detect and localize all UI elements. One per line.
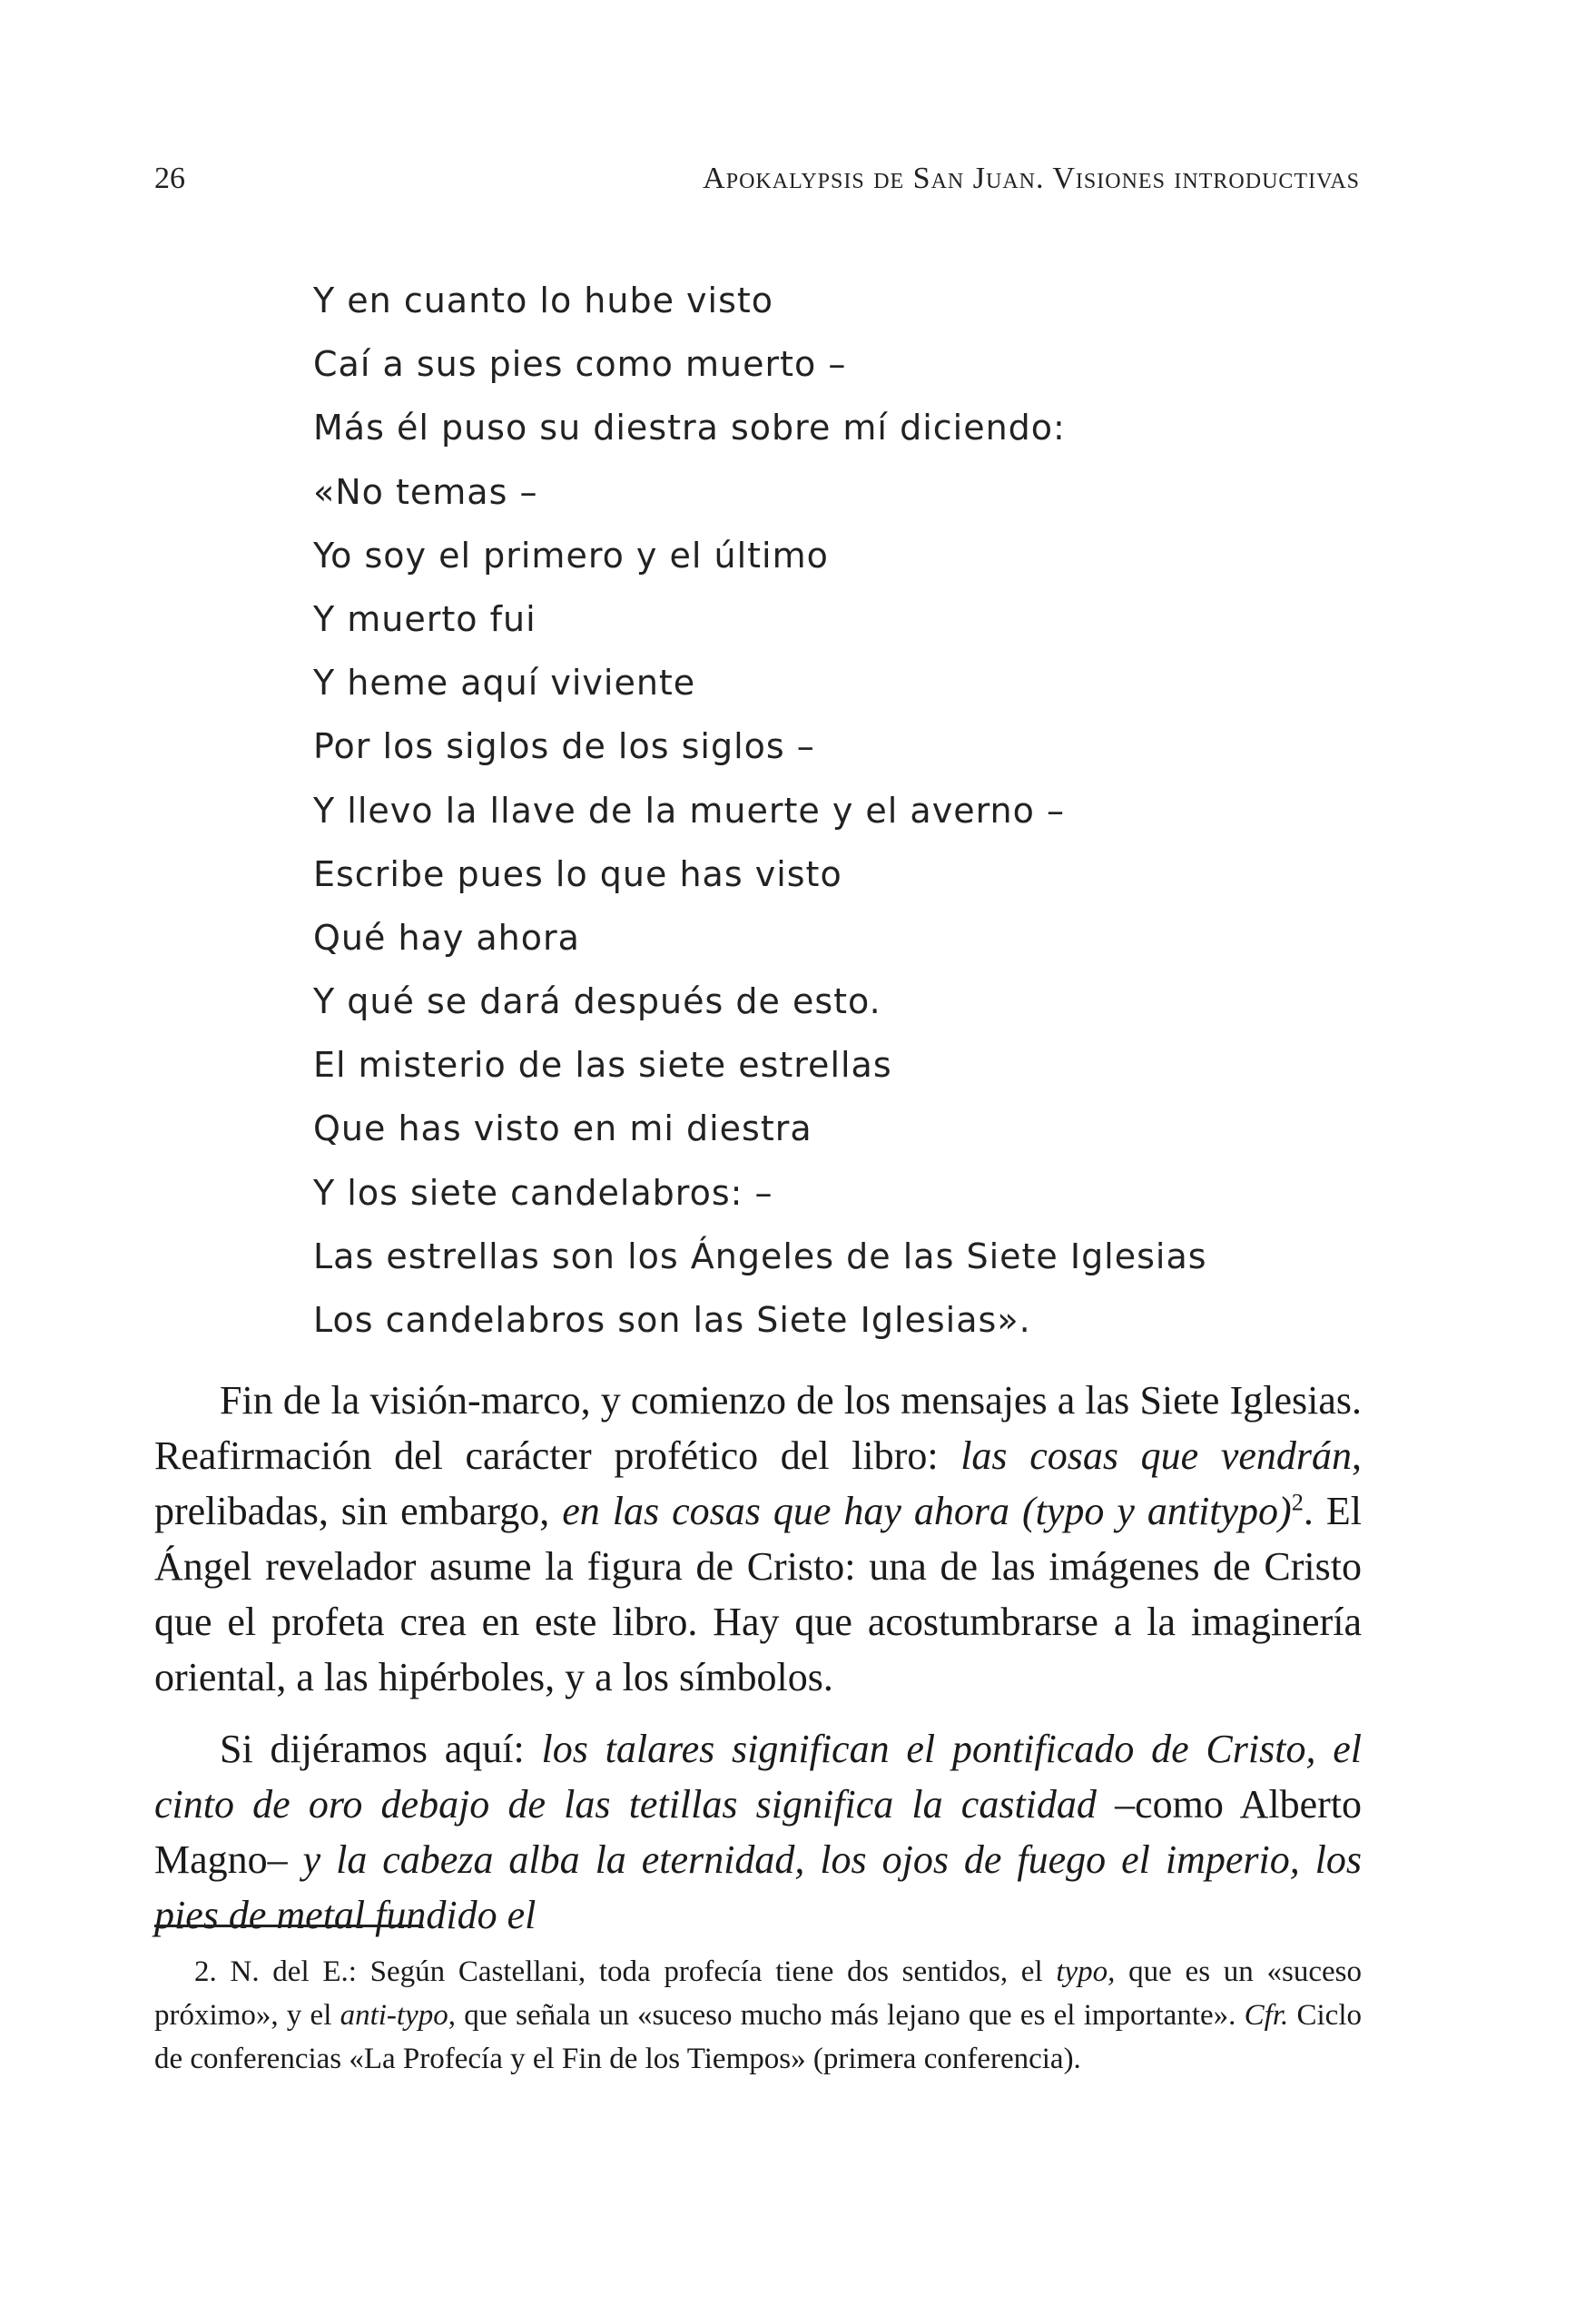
poem	[313, 269, 1357, 1352]
poem-line: Y qué se dará después de esto.	[313, 981, 881, 1022]
poem-line: El misterio de las siete estrellas	[313, 1045, 892, 1086]
poem-line: Y en cuanto lo hube visto	[313, 281, 774, 320]
italic-run: las cosas que vendrán	[960, 1433, 1353, 1478]
text-run: que es un «suceso próximo», y el	[154, 1955, 1362, 2032]
paragraph	[154, 1721, 1362, 1943]
text-run: , prelibadas, sin embargo,	[154, 1433, 1363, 1533]
footnote-divider	[154, 1925, 423, 1927]
poem-line: Y muerto fui	[313, 598, 537, 639]
poem-line: Escribe pues lo que has visto	[313, 853, 842, 894]
poem-line: Yo soy el primero y el último	[313, 535, 829, 576]
body-text	[154, 1373, 1362, 1943]
poem-line: Más él puso su diestra sobre mí diciendo:	[313, 408, 1066, 448]
italic-run: Cfr.	[1244, 1999, 1289, 2032]
text-run: Fin de la visión-marco, y comienzo de los mensajes a las Siete Iglesias. Reafirmación del carácter profético del libro:	[154, 1378, 1362, 1478]
italic-run: en las cosas que hay ahora (typo y antitypo)	[562, 1489, 1292, 1533]
poem-line: «No temas –	[313, 471, 538, 512]
poem-line: Y los siete candelabros: –	[313, 1172, 773, 1213]
poem-line: Y heme aquí viviente	[313, 663, 696, 704]
poem-line: Y llevo la llave de la muerte y el averno –	[313, 790, 1065, 831]
poem-line: Los candelabros son las Siete Iglesias».	[313, 1300, 1031, 1340]
text-run: –como Alberto Magno–	[154, 1782, 1362, 1882]
footnote-ref[interactable]: 2	[1291, 1488, 1304, 1516]
running-title: Apokalypsis de San Juan. Visiones introductivas	[703, 162, 1360, 195]
italic-run: anti-typo	[340, 1999, 448, 2032]
paragraph	[154, 1373, 1362, 1705]
poem-line: Por los siglos de los siglos –	[313, 726, 815, 767]
footnotes	[154, 1950, 1362, 2081]
text-run: Ciclo de conferencias «La Profecía y el Fin de los Tiempos» (primera conferencia).	[154, 1999, 1362, 2075]
text-run: . El Ángel revelador asume la figura de Cristo: una de las imágenes de Cristo que el profeta crea en este libro. Hay que acostumbrarse a la imaginería oriental, a las hipérboles, y a los símbolos.	[154, 1489, 1363, 1699]
running-header	[154, 162, 1360, 207]
poem-line: Qué hay ahora	[313, 917, 580, 958]
poem-line: Caí a sus pies como muerto –	[313, 344, 847, 385]
poem-line: Que has visto en mi diestra	[313, 1108, 812, 1149]
text-run: 2. N. del E.: Según Castellani, toda profecía tiene dos sentidos, el	[194, 1955, 1057, 1988]
text-run: Si dijéramos aquí:	[220, 1727, 542, 1771]
text-run: , que señala un «suceso mucho más lejano que es el importante».	[448, 1999, 1245, 2032]
page-number: 26	[154, 162, 185, 195]
footnote	[154, 1950, 1362, 2081]
italic-run: typo,	[1056, 1955, 1116, 1988]
italic-run: y la cabeza alba la eternidad, los ojos de fuego el imperio, los pies de metal fundido el	[154, 1837, 1362, 1937]
italic-run: los talares significan el pontificado de Cristo, el cinto de oro debajo de las tetillas significa la castidad	[154, 1727, 1362, 1827]
poem-line: Las estrellas son los Ángeles de las Siete Iglesias	[313, 1236, 1207, 1276]
